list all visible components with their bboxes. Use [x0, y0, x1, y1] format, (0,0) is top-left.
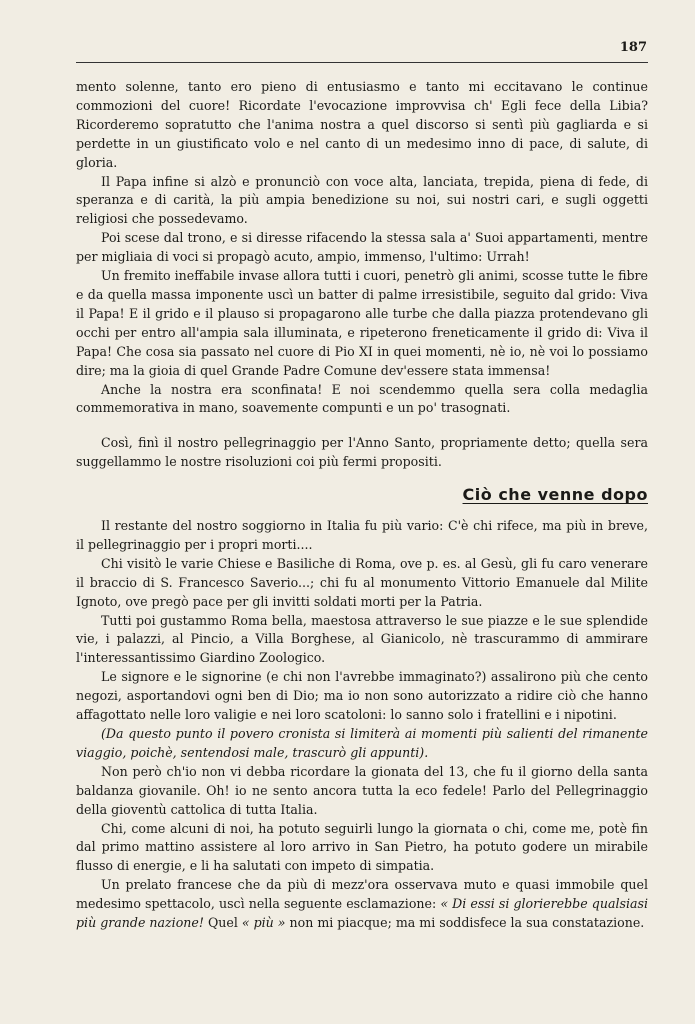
quoted-word: « più » — [241, 915, 286, 931]
paragraph: Il Papa infine si alzò e pronunciò con voce alta, lanciata, trepida, piena di fede, di speranza e di carità, la più ampia benedizione su noi, sui nostri cari, e sugli oggetti religiosi che possedevamo. — [76, 173, 648, 227]
paragraph: Poi scese dal trono, e si diresse rifacendo la stessa sala a' Suoi appartamenti, mentre per migliaia di voci si propagò acuto, ampio, immenso, l'ultimo: Urrah! — [76, 230, 648, 265]
paragraph: Chi visitò le varie Chiese e Basiliche di Roma, ove p. es. al Gesù, gli fu caro venerare il braccio di S. Francesco Saverio...; chi fu al monumento Vittorio Emanuele dal Milite Ignoto, ove pregò pace per gli invitti soldati morti per la Patria. — [76, 555, 648, 609]
header-rule — [76, 62, 648, 63]
italic-note: (Da questo punto il povero cronista si limiterà ai momenti più salienti del rimanente viaggio, poichè, sentendosi male, trascurò gli appunti). — [76, 726, 648, 760]
paragraph: Le signore e le signorine (e chi non l'avrebbe immaginato?) assalirono più che cento negozi, asportandovi ogni ben di Dio; ma io non sono autorizzato a ridire ciò che hanno affagottato nelle loro valigie e nei loro scatoloni: lo sanno solo i fratellini e i nipotini. — [76, 669, 648, 723]
paragraph: Il restante del nostro soggiorno in Italia fu più vario: C'è chi rifece, ma più in breve, il pellegrinaggio per i propri morti.... — [76, 518, 648, 552]
paragraph: Anche la nostra era sconfinata! E noi scendemmo quella sera colla medaglia commemorativa in mano, soavemente compunti e un po' trasognati. — [76, 381, 648, 416]
paragraph-last — [76, 876, 648, 933]
page-number: 187 — [619, 40, 647, 55]
body-text — [76, 78, 648, 933]
paragraph: Chi, come alcuni di noi, ha potuto seguirli lungo la giornata o chi, come me, potè fin dal primo mattino assistere al loro arrivo in San Pietro, ha potuto godere un mirabile flusso di energie, e li ha salutati con impeto di simpatia. — [76, 820, 648, 874]
paragraph: Non però ch'io non vi debba ricordare la gionata del 13, che fu il giorno della santa baldanza giovanile. Oh! io ne sento ancora tutta la eco fedele! Parlo del Pellegrinaggio della gioventù cattolica di tutta Italia. — [76, 763, 648, 817]
quote-italic: « Di essi si glorierebbe qualsiasi più grande nazione! — [76, 896, 648, 931]
paragraph: mento solenne, tanto ero pieno di entusiasmo e tanto mi eccitavano le continue commozioni del cuore! Ricordate l'evocazione improvvisa ch' Egli fece della Libia? Ricorderemo sopratutto che l'anima nostra a quel discorso si sentì più gagliarda e si perdette in un giustificato volo e nel canto di un medesimo inno di pace, di salute, di gloria. — [76, 79, 648, 170]
section-heading: Ciò che venne dopo — [462, 485, 648, 505]
paragraph: Un fremito ineffabile invase allora tutti i cuori, penetrò gli animi, scosse tutte le fibre e da quella massa imponente uscì un batter di palme irresistibile, seguito dal grido: Viva il Papa! E il grido e il plauso si propagarono alle turbe che dalla piazza protendevano gli occhi per entro all'ampia sala illuminata, e ripeterono freneticamente il grido di: Viva il Papa! Che cosa sia passato nel cuore di Pio XI in quei momenti, nè io, nè voi lo possiamo dire; ma la gioia di quel Grande Padre Comune dev'essere stata immensa! — [76, 268, 648, 378]
text-span: non mi piacque; ma mi soddisfece la sua constatazione. — [289, 915, 645, 931]
text-span: Un prelato francese che da più di mezz'ora osservava muto e quasi immobile quel medesimo spettacolo, uscì nella seguente esclamazione: — [76, 877, 648, 912]
text-span: Quel — [207, 915, 238, 931]
paragraph: Tutti poi gustammo Roma bella, maestosa attraverso le sue piazze e le sue splendide vie, i palazzi, al Pincio, a Villa Borghese, al Gianicolo, nè trascurammo di ammirare l'interessantissimo Giardino Zoologico. — [76, 612, 648, 666]
paragraph: Così, finì il nostro pellegrinaggio per l'Anno Santo, propriamente detto; quella sera suggellammo le nostre risoluzioni coi più fermi propositi. — [76, 435, 648, 470]
